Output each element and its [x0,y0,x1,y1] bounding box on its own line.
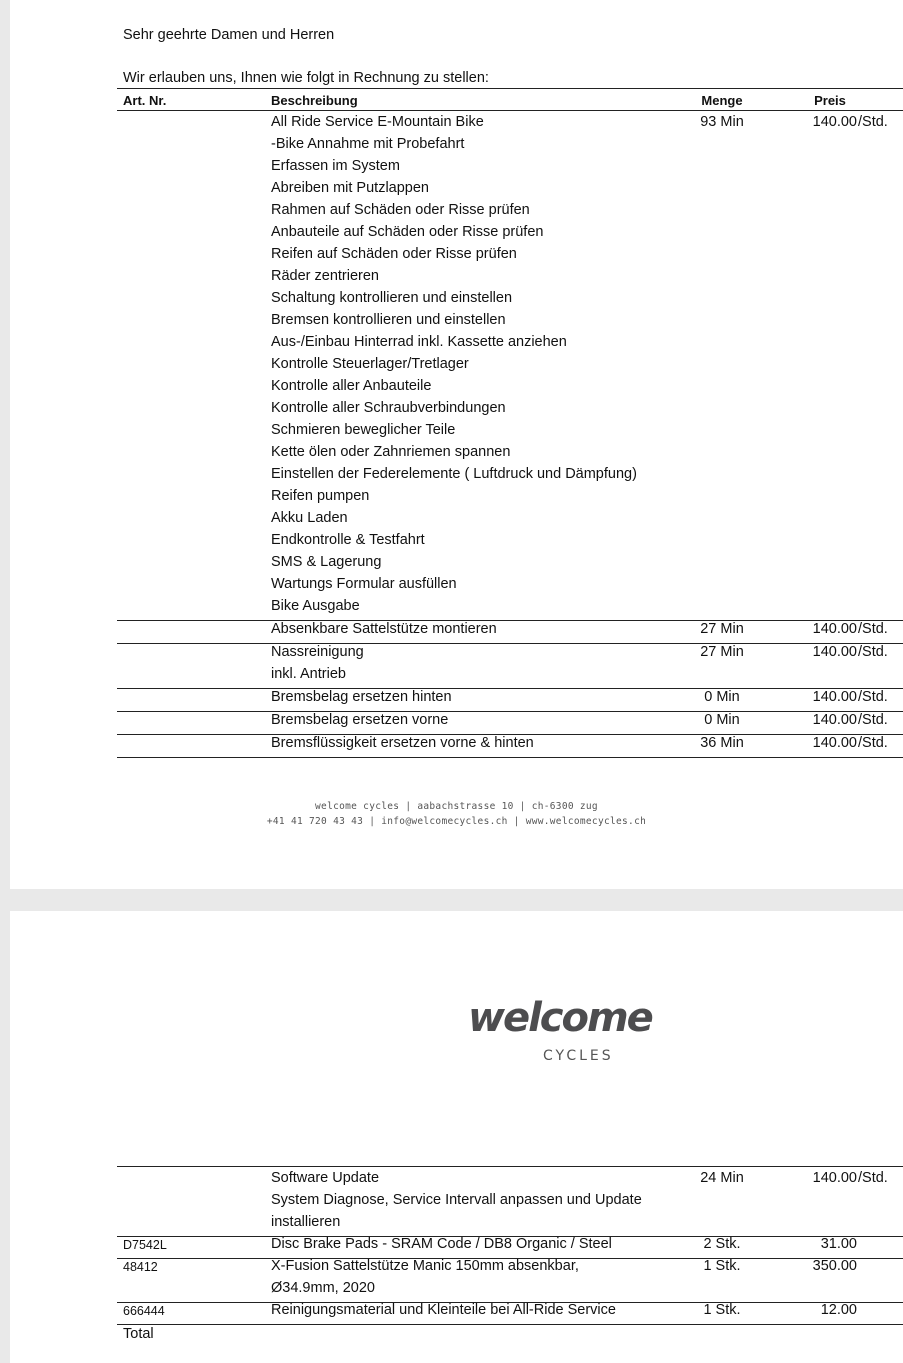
price: 140.00 [812,1170,857,1186]
description-line: Schmieren beweglicher Teile [271,422,456,438]
quantity: 2 Stk. [703,1236,741,1252]
price: 140.00 [812,644,857,660]
intro-text: Wir erlauben uns, Ihnen wie folgt in Rechnung zu stellen: [123,70,489,86]
row-separator [117,1324,903,1325]
description-line: Erfassen im System [271,158,400,174]
description-line: Nassreinigung [271,644,364,660]
description-line: Anbauteile auf Schäden oder Risse prüfen [271,224,544,240]
quantity: 36 Min [700,735,744,751]
quantity: 0 Min [704,689,740,705]
price: 140.00 [812,735,857,751]
total-label: Total [123,1326,154,1342]
header-top-rule [117,88,903,89]
description-line: Aus-/Einbau Hinterrad inkl. Kassette anziehen [271,334,567,350]
price: 140.00 [812,621,857,637]
header-bottom-rule [117,110,903,111]
description-line: Bremsen kontrollieren und einstellen [271,312,506,328]
description-line: Kette ölen oder Zahnriemen spannen [271,444,511,460]
description-line: inkl. Antrieb [271,666,346,682]
footer-contact: +41 41 720 43 43 | info@welcomecycles.ch | www.welcomecycles.ch [266,816,647,827]
description-line: Bremsflüssigkeit ersetzen vorne & hinten [271,735,534,751]
col-header-qty: Menge [701,93,743,108]
price-unit: /Std. [858,1170,888,1186]
description-line: All Ride Service E-Mountain Bike [271,114,484,130]
description-line: Software Update [271,1170,380,1186]
description-line: Kontrolle Steuerlager/Tretlager [271,356,469,372]
description-line: Schaltung kontrollieren und einstellen [271,290,513,306]
description-line: Wartungs Formular ausfüllen [271,576,457,592]
price-unit: /Std. [858,735,888,751]
footer-address: welcome cycles | aabachstrasse 10 | ch-6300 zug [315,801,598,812]
description-line: Absenkbare Sattelstütze montieren [271,621,497,637]
price: 31.00 [820,1236,857,1252]
quantity: 27 Min [700,644,744,660]
description-line: Rahmen auf Schäden oder Risse prüfen [271,202,530,218]
price-unit: /Std. [858,644,888,660]
description-line: Endkontrolle & Testfahrt [271,532,425,548]
price-unit: /Std. [858,712,888,728]
description-line: Bremsbelag ersetzen hinten [271,689,452,705]
description-line: Kontrolle aller Anbauteile [271,378,432,394]
invoice-page-1 [10,0,903,889]
description-line: installieren [271,1214,341,1230]
greeting: Sehr geehrte Damen und Herren [123,27,335,43]
col-header-art: Art. Nr. [123,93,167,108]
quantity: 27 Min [700,621,744,637]
price-unit: /Std. [858,621,888,637]
description-line: X-Fusion Sattelstütze Manic 150mm absenkbar, [271,1258,579,1274]
quantity: 0 Min [704,712,740,728]
description-line: Bike Ausgabe [271,598,360,614]
description-line: Reifen pumpen [271,488,370,504]
price-unit: /Std. [858,114,888,130]
welcome-logo: welcome [468,995,652,1041]
col-header-desc: Beschreibung [271,93,358,108]
quantity: 1 Stk. [703,1258,741,1274]
logo-subtitle: CYCLES [543,1048,614,1064]
description-line: Ø34.9mm, 2020 [271,1280,375,1296]
table-top-rule [117,1166,903,1167]
quantity: 93 Min [700,114,744,130]
description-line: Bremsbelag ersetzen vorne [271,712,449,728]
row-separator [117,757,903,758]
price: 140.00 [812,114,857,130]
description-line: System Diagnose, Service Intervall anpassen und Update [271,1192,642,1208]
quantity: 24 Min [700,1170,744,1186]
price: 140.00 [812,712,857,728]
article-number: D7542L [123,1238,167,1252]
article-number: 48412 [123,1260,158,1274]
description-line: Akku Laden [271,510,348,526]
description-line: -Bike Annahme mit Probefahrt [271,136,465,152]
article-number: 666444 [123,1304,165,1318]
description-line: Reifen auf Schäden oder Risse prüfen [271,246,517,262]
description-line: SMS & Lagerung [271,554,382,570]
description-line: Abreiben mit Putzlappen [271,180,429,196]
quantity: 1 Stk. [703,1302,741,1318]
description-line: Räder zentrieren [271,268,379,284]
col-header-price: Preis [814,93,846,108]
description-line: Disc Brake Pads - SRAM Code / DB8 Organic / Steel [271,1236,612,1252]
price-unit: /Std. [858,689,888,705]
price: 140.00 [812,689,857,705]
price: 350.00 [812,1258,857,1274]
description-line: Kontrolle aller Schraubverbindungen [271,400,506,416]
description-line: Einstellen der Federelemente ( Luftdruck und Dämpfung) [271,466,637,482]
description-line: Reinigungsmaterial und Kleinteile bei All-Ride Service [271,1302,616,1318]
price: 12.00 [820,1302,857,1318]
invoice-page-2 [10,911,903,1363]
